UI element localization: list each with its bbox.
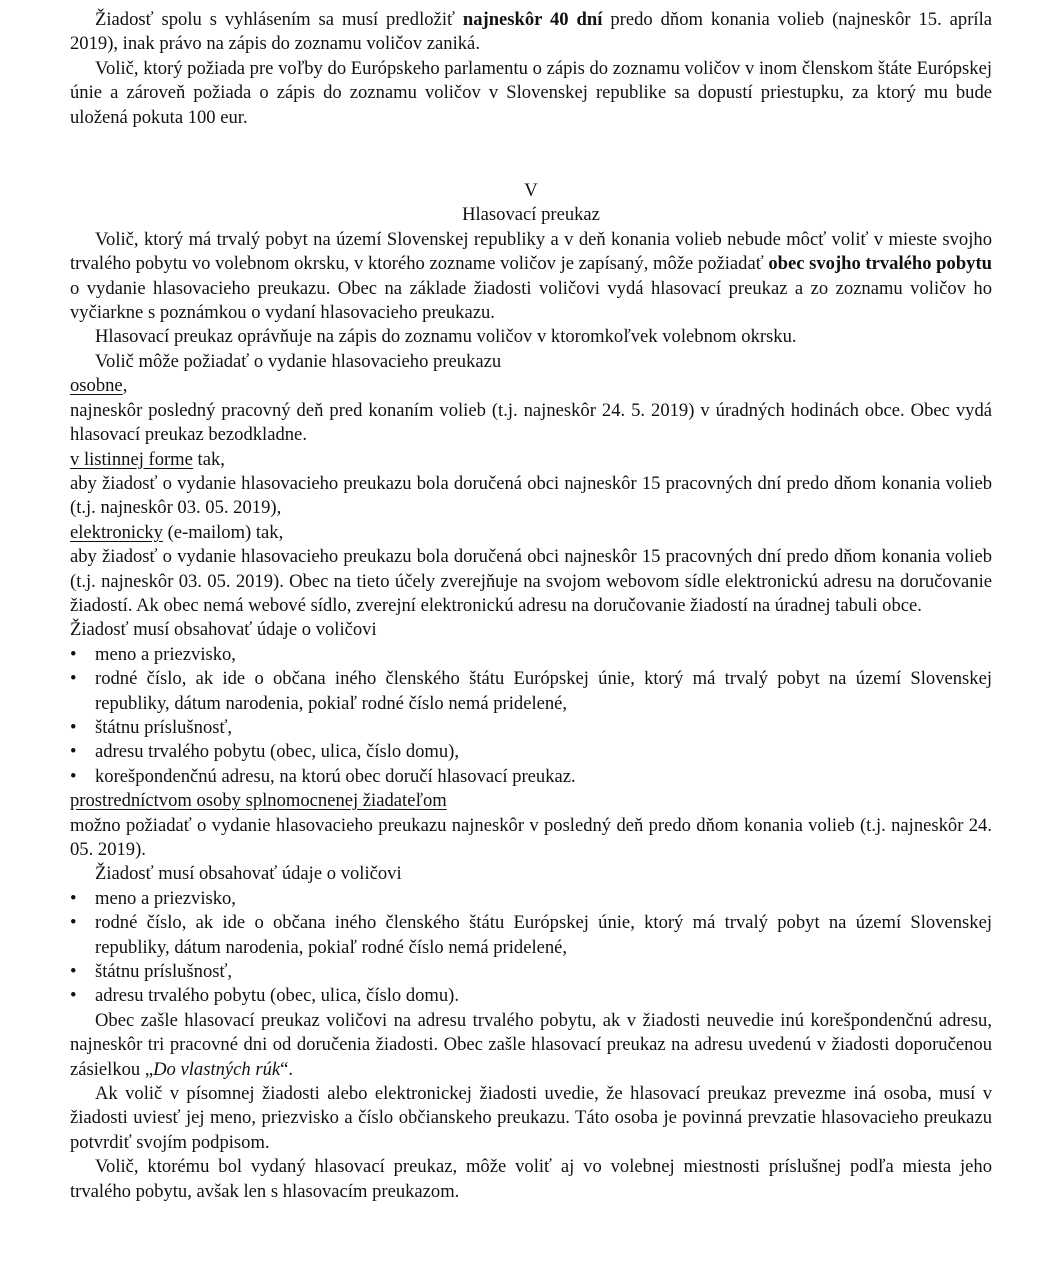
requirements-heading-proxy: Žiadosť musí obsahovať údaje o voličovi xyxy=(95,863,402,885)
list-item xyxy=(70,765,992,789)
text-run: Obec zašle hlasovací preukaz voličovi na adresu trvalého pobytu, ak v žiadosti neuvedie inú korešpondenčnú adresu, najneskôr tri pracovné dni od doručenia žiadosti. Obec zašle hlasovací preukaz na adresu uvedenú v žiadosti doporučenou zásielkou „ xyxy=(70,1009,992,1080)
list-item-text: rodné číslo, ak ide o občana iného členského štátu Európskej únie, ktorý má trvalý pobyt na území Slovenskej republiky, dátum narodenia, pokiaľ rodné číslo nemá pridelené, xyxy=(95,668,992,714)
method-in-person-label: osobne xyxy=(70,375,123,397)
text-run: (e-mailom) tak, xyxy=(162,521,284,543)
method-in-person-text: najneskôr posledný pracovný deň pred konaním volieb (t.j. najneskôr 24. 5. 2019) v úradných hodinách obce. Obec vydá hlasovací preukaz bezodkladne. xyxy=(70,399,992,446)
bullet-icon: • xyxy=(70,912,77,934)
list-item-text: adresu trvalého pobytu (obec, ulica, číslo domu), xyxy=(95,741,460,763)
text-run: predo dňom konania volieb (najneskôr 15. apríla 2019), inak právo na zápis do zoznamu voličov zaniká. xyxy=(70,9,993,55)
text-run: Volič, ktorý má trvalý pobyt na území Slovenskej republiky a v deň konania volieb nebude môcť voliť v mieste svojho trvalého pobytu vo volebnom okrsku, v ktorého zozname voličov je zapísaný, môže požiadať xyxy=(70,228,992,275)
list-item xyxy=(70,887,992,911)
bullet-icon: • xyxy=(70,716,77,738)
list-item-text: adresu trvalého pobytu (obec, ulica, číslo domu). xyxy=(95,985,460,1007)
method-electronic-text: aby žiadosť o vydanie hlasovacieho preukazu bola doručená obci najneskôr 15 pracovných dní predo dňom konania volieb (t.j. najneskôr 03. 05. 2019). Obec na tieto účely zverejňuje na svojom webovom sídle elektronickú adresu na doručovanie žiadostí. Ak obec nemá webové sídlo, zverejní elektronickú adresu na doručovanie žiadostí na úradnej tabuli obce. xyxy=(70,546,992,616)
paragraph-voting-with-certificate: Volič, ktorému bol vydaný hlasovací preukaz, môže voliť aj vo volebnej miestnosti príslušnej podľa miesta jeho trvalého pobytu, avšak len s hlasovacím preukazom. xyxy=(70,1156,992,1202)
paragraph-eligibility xyxy=(70,228,992,326)
method-written-heading xyxy=(70,448,992,472)
method-proxy-label: prostredníctvom osoby splnomocnenej žiadateľom xyxy=(70,790,447,812)
paragraph-penalty: Volič, ktorý požiada pre voľby do Európskeho parlamentu o zápis do zoznamu voličov v inom členskom štáte Európskej únie a zároveň požiada o zápis do zoznamu voličov v Slovenskej republike sa dopustí priestupku, za ktorý mu bude uložená pokuta 100 eur. xyxy=(70,57,992,128)
paragraph-deadline xyxy=(70,8,992,57)
method-proxy-heading xyxy=(70,789,992,813)
municipality-emphasis: obec svojho trvalého pobytu xyxy=(768,253,992,275)
bullet-icon: • xyxy=(70,887,77,909)
method-proxy-text: možno požiadať o vydanie hlasovacieho preukazu najneskôr v posledný deň predo dňom konania volieb (t.j. najneskôr 24. 05. 2019). xyxy=(70,814,992,860)
requirements-heading: Žiadosť musí obsahovať údaje o voličovi xyxy=(70,619,377,641)
bullet-icon: • xyxy=(70,985,77,1007)
paragraph-delivery xyxy=(70,1009,992,1082)
list-item-text: meno a priezvisko, xyxy=(95,887,236,909)
text-run: tak, xyxy=(192,448,225,470)
text-run: , xyxy=(122,375,128,397)
bullet-icon: • xyxy=(70,668,77,690)
list-item xyxy=(70,716,992,740)
bullet-icon: • xyxy=(70,741,77,763)
bullet-icon: • xyxy=(70,765,77,787)
list-item xyxy=(70,667,992,716)
text-run: Žiadosť spolu s vyhlásením sa musí predložiť xyxy=(95,9,463,30)
section-title: Hlasovací preukaz xyxy=(462,204,600,226)
bullet-icon: • xyxy=(70,961,77,983)
paragraph-pickup-by-other: Ak volič v písomnej žiadosti alebo elektronickej žiadosti uvedie, že hlasovací preukaz prevezme iná osoba, musí v žiadosti uviesť jej meno, priezvisko a číslo občianskeho preukazu. Táto osoba je povinná prevzatie hlasovacieho preukazu potvrdiť svojím podpisom. xyxy=(70,1083,992,1153)
method-written-text: aby žiadosť o vydanie hlasovacieho preukazu bola doručená obci najneskôr 15 pracovných dní predo dňom konania volieb (t.j. najneskôr 03. 05. 2019), xyxy=(70,472,992,519)
list-item xyxy=(70,643,992,667)
method-electronic-heading xyxy=(70,521,992,545)
section-number: V xyxy=(524,180,538,202)
text-run: “. xyxy=(280,1058,294,1080)
spacer xyxy=(70,130,992,179)
delivery-type-emphasis: Do vlastných rúk xyxy=(153,1058,281,1080)
requirements-list-proxy xyxy=(70,887,992,1009)
list-item-text: rodné číslo, ak ide o občana iného členského štátu Európskej únie, ktorý má trvalý pobyt na území Slovenskej republiky, dátum narodenia, pokiaľ rodné číslo nemá pridelené, xyxy=(95,912,992,958)
method-written-label: v listinnej forme xyxy=(70,448,193,470)
paragraph-request-methods: Volič môže požiadať o vydanie hlasovacieho preukazu xyxy=(95,350,502,372)
list-item xyxy=(70,984,992,1008)
list-item xyxy=(70,740,992,764)
list-item-text: korešpondenčnú adresu, na ktorú obec doručí hlasovací preukaz. xyxy=(95,765,576,787)
paragraph-entitlement: Hlasovací preukaz oprávňuje na zápis do zoznamu voličov v ktoromkoľvek volebnom okrsku. xyxy=(95,326,797,348)
list-item-text: štátnu príslušnosť, xyxy=(95,961,233,983)
method-electronic-label: elektronicky xyxy=(70,521,163,543)
deadline-emphasis: najneskôr 40 dní xyxy=(462,9,603,30)
bullet-icon: • xyxy=(70,643,77,665)
text-run: o vydanie hlasovacieho preukazu. Obec na základe žiadosti voličovi vydá hlasovací preukaz a zo zoznamu voličov ho vyčiarkne s poznámkou o vydaní hlasovacieho preukazu. xyxy=(70,277,992,324)
list-item xyxy=(70,911,992,960)
list-item-text: štátnu príslušnosť, xyxy=(95,716,233,738)
method-in-person-heading xyxy=(70,374,992,398)
list-item xyxy=(70,960,992,984)
requirements-list xyxy=(70,643,992,789)
list-item-text: meno a priezvisko, xyxy=(95,643,236,665)
